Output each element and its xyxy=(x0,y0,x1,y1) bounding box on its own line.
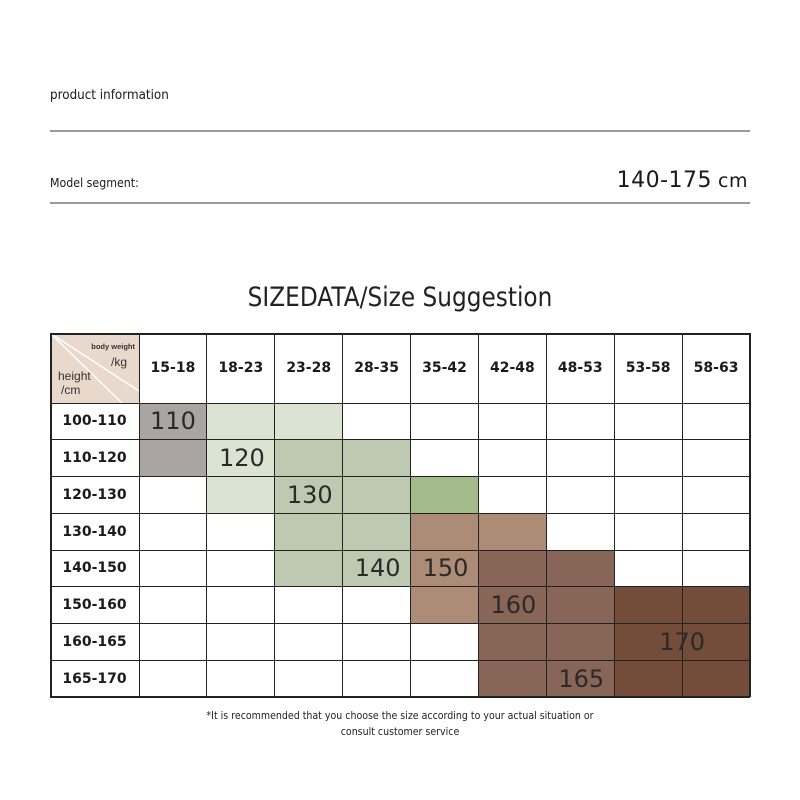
grid-hline xyxy=(50,513,750,514)
size-chart-title: SIZEDATA/Size Suggestion xyxy=(247,282,553,313)
size-label-150: 150 xyxy=(422,554,469,583)
weight-column-header: 18-23 xyxy=(218,360,264,376)
height-row-header: 100-110 xyxy=(62,413,127,430)
height-row-header: 110-120 xyxy=(62,450,127,467)
weight-column-header: 23-28 xyxy=(286,360,332,376)
size-label-110: 110 xyxy=(150,407,196,436)
weight-column-header: 53-58 xyxy=(625,360,671,376)
size-label-160: 160 xyxy=(490,591,537,620)
grid-border-h xyxy=(50,696,750,698)
divider-top xyxy=(50,130,750,132)
size-label-170: 170 xyxy=(659,627,705,656)
weight-column-header: 42-48 xyxy=(489,360,535,376)
corner-height-label: height xyxy=(58,369,91,383)
grid-hline xyxy=(50,439,750,440)
corner-kg-label: /kg xyxy=(110,355,127,369)
size-label-120: 120 xyxy=(218,444,265,473)
weight-column-header: 28-35 xyxy=(354,360,399,376)
grid-hline xyxy=(50,476,750,477)
model-segment-value xyxy=(617,168,748,193)
weight-column-header: 48-53 xyxy=(557,360,603,376)
size-label-130: 130 xyxy=(286,480,333,509)
model-segment-label: Model segment: xyxy=(50,176,139,190)
height-row-header: 140-150 xyxy=(62,560,127,577)
height-row-header: 120-130 xyxy=(62,486,127,503)
size-label-140: 140 xyxy=(354,554,401,583)
grid-hline xyxy=(50,550,750,551)
size-chart-table xyxy=(50,333,750,697)
height-row-header: 160-165 xyxy=(62,633,127,650)
grid-hline xyxy=(50,660,750,661)
size-recommendation-note: *It is recommended that you choose the size according to your actual situation or consult customer service xyxy=(206,710,594,738)
height-row-header: 150-160 xyxy=(62,597,127,614)
corner-cm-label: /cm xyxy=(61,383,81,397)
corner-body-weight-label: body weight xyxy=(91,342,135,351)
height-row-header: 165-170 xyxy=(62,670,127,687)
grid-hline xyxy=(50,586,750,587)
weight-column-header: 58-63 xyxy=(693,360,739,376)
model-segment-range: 140-175 xyxy=(616,168,713,193)
table-corner-header xyxy=(50,333,139,403)
size-label-165: 165 xyxy=(558,664,605,693)
weight-column-header: 35-42 xyxy=(422,360,467,376)
height-row-header: 130-140 xyxy=(62,523,127,540)
model-segment-unit: cm xyxy=(718,170,748,192)
product-information-label: product information xyxy=(50,88,169,103)
divider-bottom xyxy=(50,202,750,204)
weight-column-header: 15-18 xyxy=(150,360,196,376)
grid-hline xyxy=(50,623,750,624)
